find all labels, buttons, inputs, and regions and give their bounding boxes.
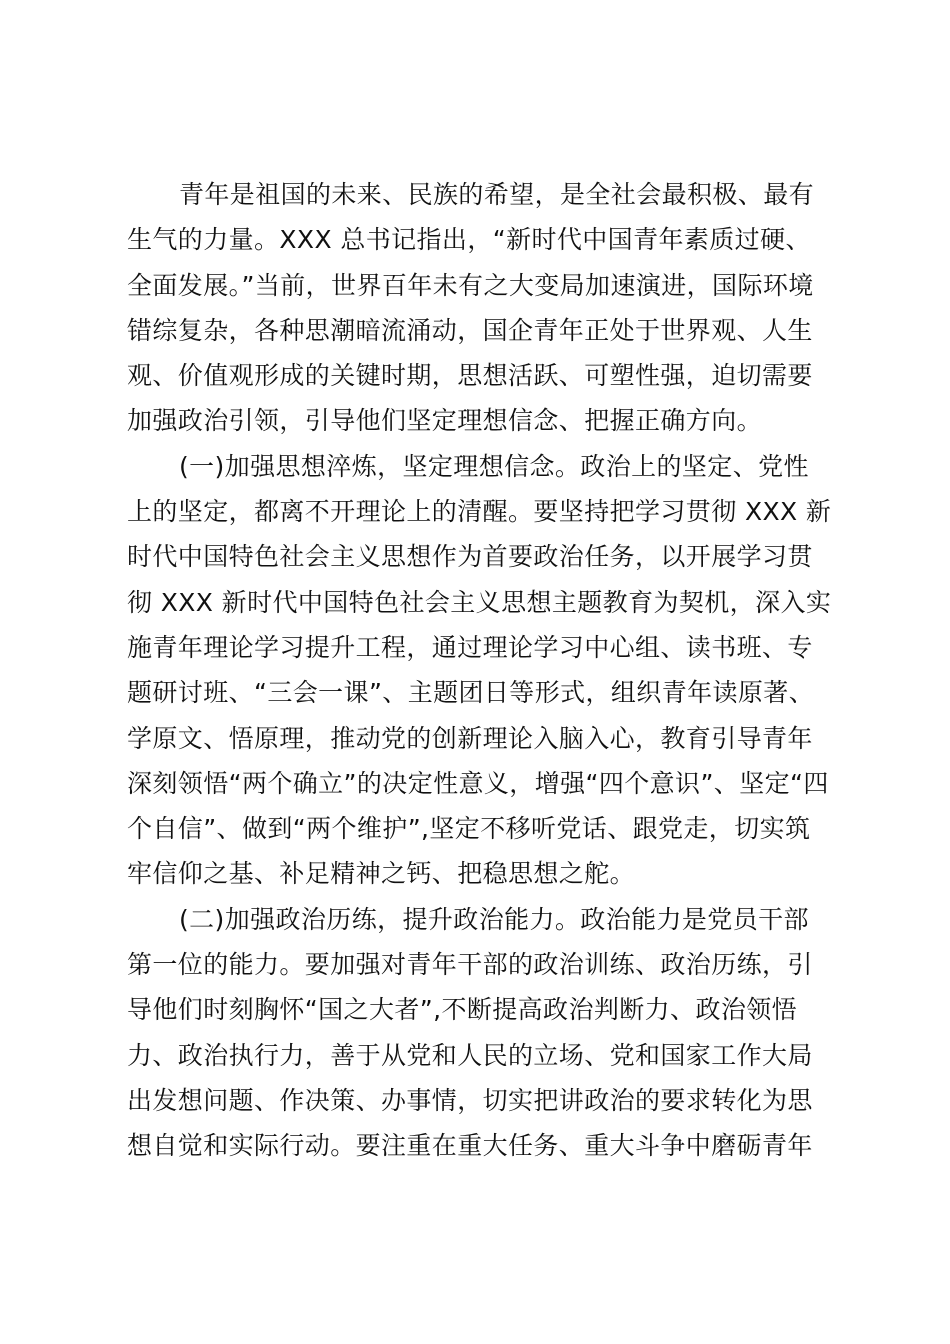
text-line: 彻 XXX 新时代中国特色社会主义思想主题教育为契机，深入实 [127,587,832,617]
paragraph-intro [127,172,827,444]
text-line: (二)加强政治历练，提升政治能力。政治能力是党员干部 [179,904,809,934]
text-line: 错综复杂，各种思潮暗流涌动，国企青年正处于世界观、人生 [127,315,813,345]
text-line: 深刻领悟“两个确立”的决定性意义，增强“四个意识”、坚定“四 [127,768,829,798]
text-line: 观、价值观形成的关键时期，思想活跃、可塑性强，迫切需要 [127,361,813,391]
text-line: 生气的力量。XXX 总书记指出，“新时代中国青年素质过硬、 [127,225,811,255]
text-line: 青年是祖国的未来、民族的希望，是全社会最积极、最有 [179,180,815,209]
paragraph-section-2 [127,897,827,1169]
text-line: 题研讨班、“三会一课”、主题团日等形式，组织青年读原著、 [127,678,815,708]
paragraph-section-1 [127,444,832,897]
text-line: 学原文、悟原理，推动党的创新理论入脑入心，教育引导青年 [127,723,813,753]
text-line: 导他们时刻胸怀“国之大者”,不断提高政治判断力、政治领悟 [127,995,798,1025]
text-line: 全面发展。”当前，世界百年未有之大变局加速演进，国际环境 [127,270,814,300]
text-line: 力、政治执行力，善于从党和人民的立场、党和国家工作大局 [127,1040,813,1070]
text-line: 上的坚定，都离不开理论上的清醒。要坚持把学习贯彻 XXX 新 [127,497,832,527]
text-line: (一)加强思想淬炼，坚定理想信念。政治上的坚定、党性 [179,451,809,481]
text-line: 出发想问题、作决策、办事情，切实把讲政治的要求转化为思 [127,1085,813,1115]
text-line: 想自觉和实际行动。要注重在重大任务、重大斗争中磨砺青年 [127,1131,813,1161]
body-text [127,172,832,1169]
text-line: 牢信仰之基、补足精神之钙、把稳思想之舵。 [127,859,636,889]
text-line: 时代中国特色社会主义思想作为首要政治任务，以开展学习贯 [127,542,813,572]
text-line: 个自信”、做到“两个维护”,坚定不移听党话、跟党走，切实筑 [127,814,811,844]
text-line: 施青年理论学习提升工程，通过理论学习中心组、读书班、专 [127,632,813,662]
text-line: 加强政治引领，引导他们坚定理想信念、把握正确方向。 [127,406,763,436]
text-line: 第一位的能力。要加强对青年干部的政治训练、政治历练，引 [127,950,813,980]
